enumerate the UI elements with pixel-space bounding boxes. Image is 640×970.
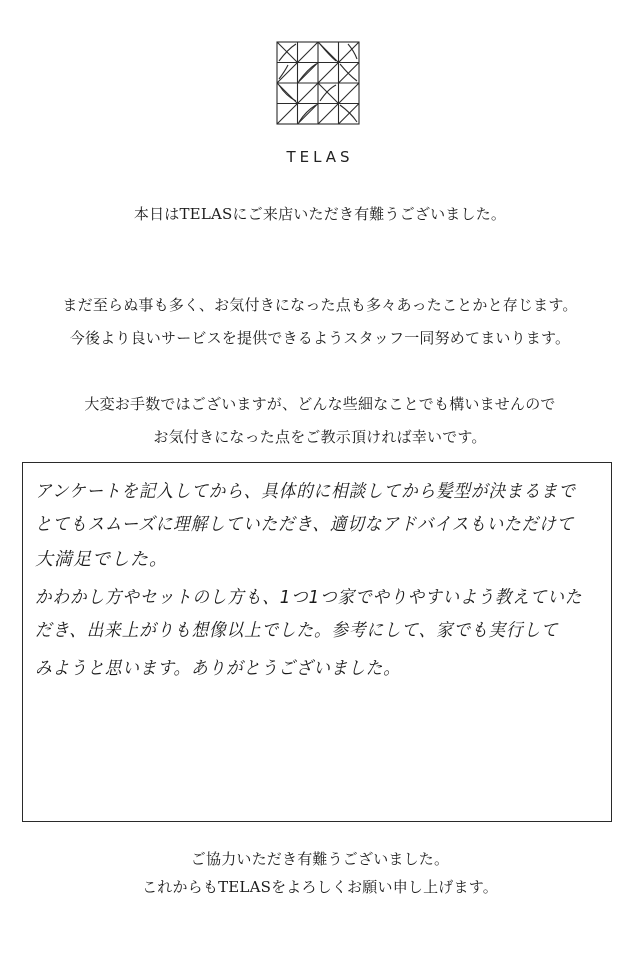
closing-line-1: ご協力いただき有難うございました。 — [190, 850, 450, 868]
brand-name: TELAS — [286, 148, 354, 166]
intro-text: 本日はTELASにご来店いただき有難うございました。 — [133, 205, 507, 223]
comment-line: かわかし方やセットのし方も、1つ1つ家でやりやすいよう教えていた — [35, 587, 583, 608]
closing-line-2: これからもTELASをよろしくお願い申し上げます。 — [142, 878, 498, 896]
apology-line-1: まだ至らぬ事も多く、お気付きになった点も多々あったことかと存じます。 — [62, 296, 578, 314]
comment-line: とてもスムーズに理解していただき、適切なアドバイスもいただけて — [35, 514, 575, 535]
comment-line: 大満足でした。 — [35, 549, 168, 570]
apology-line-2: 今後より良いサービスを提供できるようスタッフ一同努めてまいります。 — [69, 329, 571, 347]
request-line-1: 大変お手数ではございますが、どんな些細なことでも構いませんので — [84, 395, 556, 413]
telas-logo-icon — [276, 41, 360, 125]
request-line-2: お気付きになった点をご教示頂ければ幸いです。 — [153, 428, 487, 446]
comment-box — [22, 462, 612, 822]
comment-line: みようと思います。ありがとうございました。 — [35, 658, 401, 679]
comment-line: アンケートを記入してから、具体的に相談してから髪型が決まるまで — [35, 481, 576, 502]
comment-line: だき、出来上がりも想像以上でした。参考にして、家でも実行して — [35, 620, 559, 641]
